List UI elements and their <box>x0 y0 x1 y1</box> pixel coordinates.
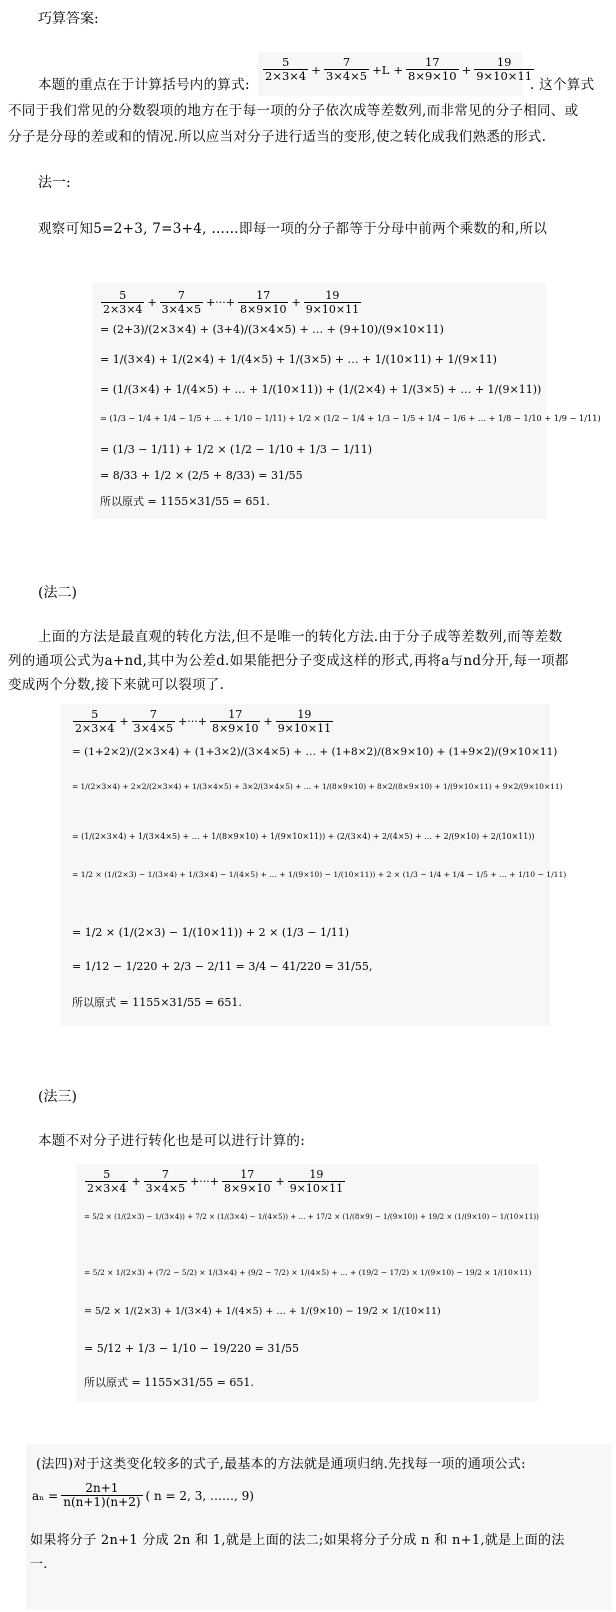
method1-result: 所以原式 = 1155×31/55 = 651. <box>100 495 270 508</box>
method1-math-row3: = (1/(3×4) + 1/(4×5) + … + 1/(10×11)) + (1/(2×4) + 1/(3×5) + … + 1/(9×11)) <box>100 383 542 396</box>
method4-line3: 如果将分子 2n+1 分成 2n 和 1,就是上面的法二;如果将分子分成 n 和 n+1,就是上面的法 <box>30 1533 565 1548</box>
intro-line2: 不同于我们常见的分数裂项的地方在于每一项的分子依次成等差数列,而非常见的分子相同、或 <box>8 103 579 119</box>
formula-fraction: $\frac{2n+1}{n(n+1)(n+2)}$ <box>63 1481 141 1509</box>
method3-math-row3: = 5/2 × 1/(2×3) + 1/(3×4) + 1/(4×5) + … + 1/(9×10) − 19/2 × 1/(10×11) <box>84 1306 441 1317</box>
method2-label: (法二) <box>38 585 77 601</box>
method2-math-row0: $\frac{5}{2\times 3\times 4}$ + $\frac{7}{3\times 4\times 5}$ +···+ $\frac{17}{8\times 9\times 10}$ + $\frac{19}{9\times 10\times 11}$ <box>75 708 332 735</box>
method1-label: 法一: <box>38 175 71 191</box>
method2-result: 所以原式 = 1155×31/55 = 651. <box>72 996 242 1009</box>
formula-lhs: aₙ = <box>32 1488 59 1503</box>
method3-math-row2: = 5/2 × 1/(2×3) + (7/2 − 5/2) × 1/(3×4) + (9/2 − 7/2) × 1/(4×5) + … + (19/2 − 17/2) × 1/(9×10) − 19/2 × 1/(10×11) <box>84 1268 532 1277</box>
method1-math-row0: $\frac{5}{2\times 3\times 4}$ + $\frac{7}{3\times 4\times 5}$ +···+ $\frac{17}{8\times 9\times 10}$ + $\frac{19}{9\times 10\times 11}$ <box>103 289 360 316</box>
intro-line1-prefix: 本题的重点在于计算括号内的算式: <box>38 77 250 93</box>
method1-math-row2: = 1/(3×4) + 1/(2×4) + 1/(4×5) + 1/(3×5) + … + 1/(10×11) + 1/(9×11) <box>100 353 497 366</box>
method1-text: 观察可知5=2+3, 7=3+4, ……即每一项的分子都等于分母中前两个乘数的和,所以 <box>38 221 548 237</box>
method1-math-panel <box>92 283 601 519</box>
method2-math-row1: = (1+2×2)/(2×3×4) + (1+3×2)/(3×4×5) + … + (1+8×2)/(8×9×10) + (1+9×2)/(9×10×11) <box>72 746 558 758</box>
header-expression-box <box>258 52 533 96</box>
method2-math-row3: = (1/(2×3×4) + 1/(3×4×5) + … + 1/(8×9×10) + 1/(9×10×11)) + (2/(3×4) + 2/(4×5) + … + 2/(9×10) + 2/(10×11)) <box>72 832 535 841</box>
method3-text: 本题不对分子进行转化也是可以进行计算的: <box>38 1133 306 1149</box>
method4-formula <box>30 1482 256 1509</box>
method4-panel <box>26 1444 612 1610</box>
method2-math-row6: = 1/12 − 1/220 + 2/3 − 2/11 = 3/4 − 41/220 = 31/55, <box>72 960 373 973</box>
method2-line2: 列的通项公式为a+nd,其中为公差d.如果能把分子变成这样的形式,再将a与nd分开,每一项都 <box>8 653 569 669</box>
method2-math-row4: = 1/2 × (1/(2×3) − 1/(3×4) + 1/(3×4) − 1/(4×5) + … + 1/(9×10) − 1/(10×11)) + 2 × (1/3 − 1/4 + 1/4 − 1/5 + … + 1/10 − 1/11) <box>72 870 567 879</box>
method1-math-row4: = (1/3 − 1/4 + 1/4 − 1/5 + … + 1/10 − 1/11) + 1/2 × (1/2 − 1/4 + 1/3 − 1/5 + 1/4 − 1/6 + … + 1/8 − 1/10 + 1/9 − 1/11) <box>100 413 601 423</box>
method3-math-row0: $\frac{5}{2\times 3\times 4}$ + $\frac{7}{3\times 4\times 5}$ +···+ $\frac{17}{8\times 9\times 10}$ + $\frac{19}{9\times 10\times 11}$ <box>87 1168 344 1195</box>
method2-math-panel <box>60 704 567 1026</box>
method2-math-row2: = 1/(2×3×4) + 2×2/(2×3×4) + 1/(3×4×5) + 3×2/(3×4×5) + … + 1/(8×9×10) + 8×2/(8×9×10) + 1/(9×10×11) + 9×2/(9×10×11) <box>72 782 563 791</box>
page-title: 巧算答案: <box>38 11 99 27</box>
method2-line1: 上面的方法是最直观的转化方法,但不是唯一的转化方法.由于分子成等差数列,而等差数 <box>38 629 563 645</box>
method4-line1: (法四)对于这类变化较多的式子,最基本的方法就是通项归纳.先找每一项的通项公式: <box>36 1457 526 1472</box>
method3-label: (法三) <box>38 1089 77 1105</box>
method2-math-row5: = 1/2 × (1/(2×3) − 1/(10×11)) + 2 × (1/3 − 1/11) <box>72 926 350 939</box>
method1-math-row1: = (2+3)/(2×3×4) + (3+4)/(3×4×5) + … + (9+10)/(9×10×11) <box>100 323 444 336</box>
formula-range: ( n = 2, 3, ……, 9) <box>145 1488 254 1503</box>
method3-math-row1: = 5/2 × (1/(2×3) − 1/(3×4)) + 7/2 × (1/(3×4) − 1/(4×5)) + … + 17/2 × (1/(8×9) − 1/(9×10)) + 19/2 × (1/(9×10) − 1/(10×11)) <box>84 1212 539 1221</box>
intro-line1-suffix: . 这个算式 <box>530 77 595 93</box>
method3-math-row4: = 5/12 + 1/3 − 1/10 − 19/220 = 31/55 <box>84 1342 300 1355</box>
method4-line4: 一. <box>30 1557 48 1572</box>
method2-line3: 变成两个分数,接下来就可以裂项了. <box>8 677 225 693</box>
intro-line3: 分子是分母的差或和的情况.所以应当对分子进行适当的变形,使之转化成我们熟悉的形式. <box>8 129 547 145</box>
method3-math-panel <box>76 1164 538 1402</box>
method1-math-row5: = (1/3 − 1/11) + 1/2 × (1/2 − 1/10 + 1/3 − 1/11) <box>100 443 373 456</box>
method1-math-row6: = 8/33 + 1/2 × (2/5 + 8/33) = 31/55 <box>100 469 303 482</box>
header-expression: $\frac{5}{2\times 3\times 4}$ + $\frac{7}{3\times 4\times 5}$ +L + $\frac{17}{8\times 9\times 10}$ + $\frac{19}{9\times 10\times 11}$ <box>265 55 533 83</box>
method3-result: 所以原式 = 1155×31/55 = 651. <box>84 1376 254 1389</box>
